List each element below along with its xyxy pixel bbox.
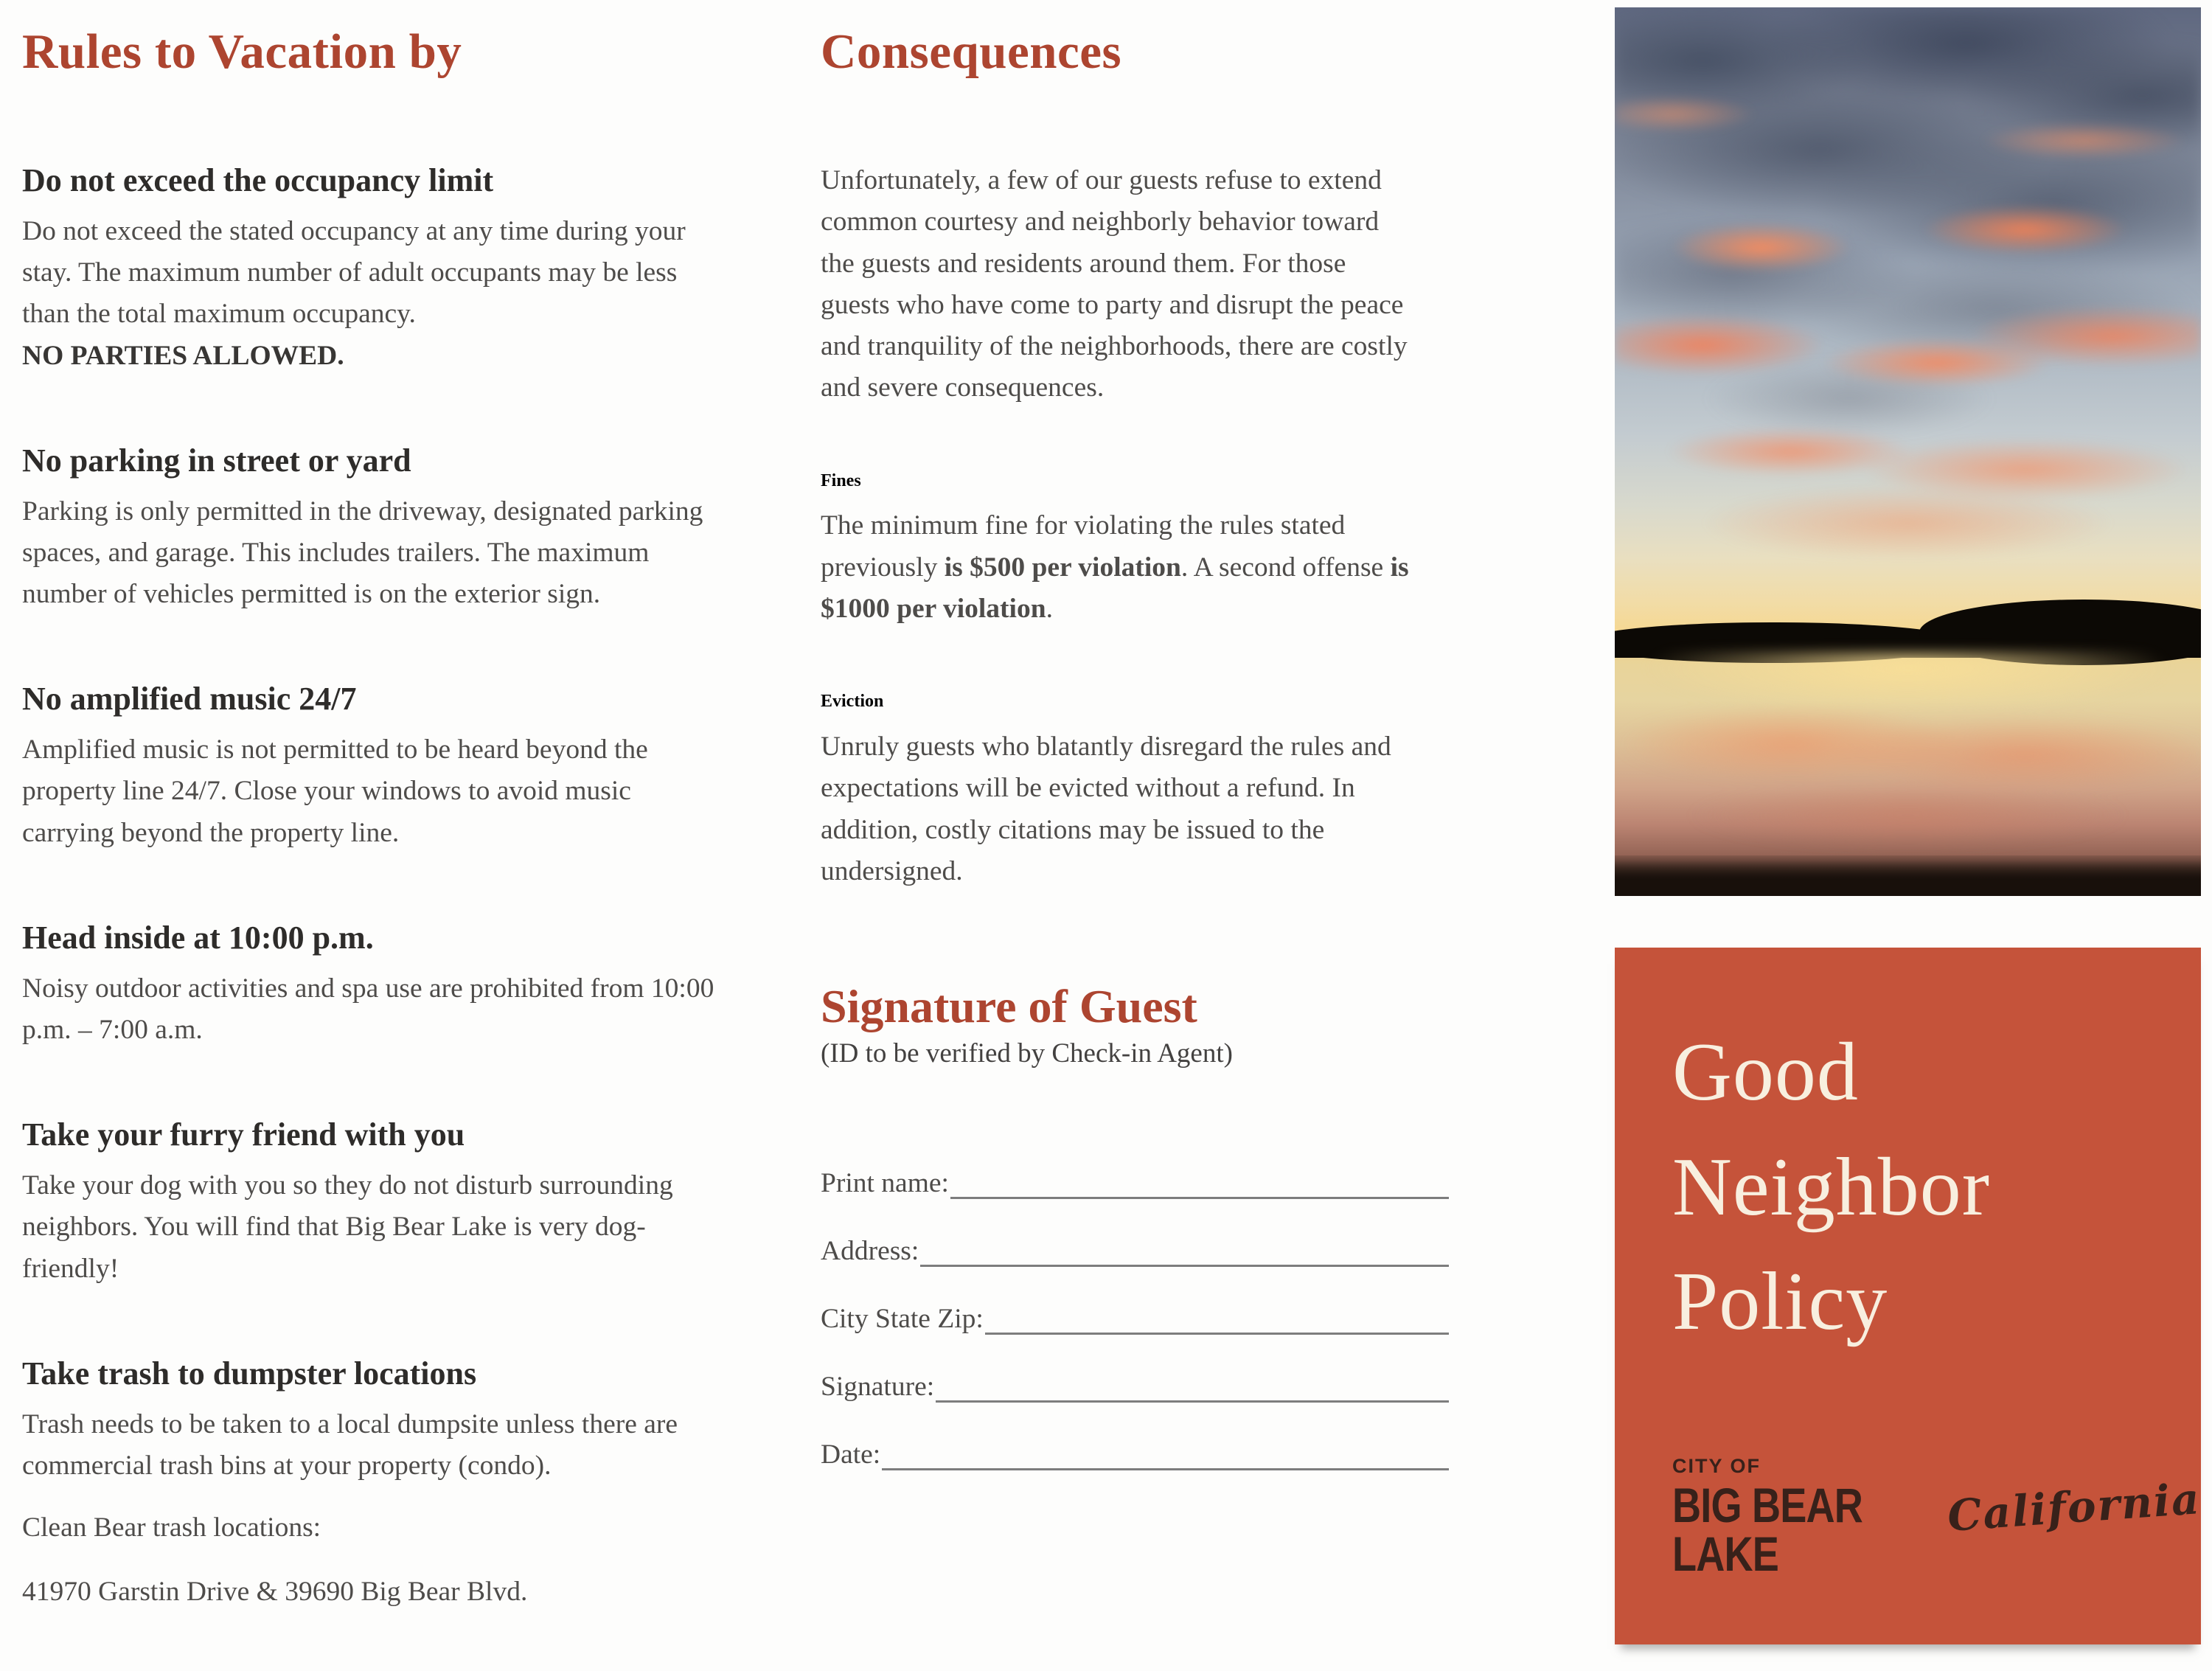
- signature-label: Signature:: [821, 1372, 935, 1403]
- address-label: Address:: [821, 1236, 919, 1267]
- rule-title: Take trash to dumpster locations: [22, 1355, 477, 1392]
- signature-blank-line: [936, 1369, 1449, 1403]
- address-blank-line: [920, 1233, 1449, 1267]
- print-name-label: Print name:: [821, 1168, 949, 1199]
- city-state-zip-label: City State Zip:: [821, 1304, 984, 1335]
- logo-state-script: California: [1946, 1473, 2202, 1541]
- signature-form: [821, 1165, 1449, 1470]
- logo-name-row: [1672, 1473, 2202, 1581]
- photo-shoreline: [1615, 855, 2201, 896]
- signature-note: (ID to be verified by Check-in Agent): [821, 1038, 1233, 1069]
- form-row-address: [821, 1233, 1449, 1267]
- rule-body: Take your dog with you so they do not disturb surrounding neighbors. You will find that Big Bear Lake is very dog-friendly!: [22, 1170, 673, 1284]
- rule-body: Parking is only permitted in the driveway, designated parking spaces, and garage. This includes trailers. The maximum number of vehicles permitted is on the exterior sign.: [22, 496, 703, 610]
- fines-text: .: [1046, 593, 1053, 624]
- fines-section: [821, 471, 1449, 630]
- rule-title: No parking in street or yard: [22, 442, 411, 479]
- rule-section-parking: [22, 442, 724, 616]
- eviction-section: [821, 692, 1449, 892]
- photo-water-reflection: [1615, 652, 2201, 856]
- city-state-zip-blank-line: [985, 1301, 1449, 1335]
- title-line-neighbor: Neighbor: [1672, 1141, 1991, 1233]
- rule-body: Trash needs to be taken to a local dumpsite unless there are commercial trash bins at your property (condo).: [22, 1408, 678, 1481]
- form-row-date: [821, 1436, 1449, 1470]
- title-line-good: Good: [1672, 1026, 1859, 1118]
- form-row-city-state-zip: [821, 1301, 1449, 1335]
- form-row-print-name: [821, 1165, 1449, 1199]
- sunset-lake-photo: [1615, 7, 2201, 896]
- consequences-intro: Unfortunately, a few of our guests refuse to extend common courtesy and neighborly behavior toward the guests and residents around them. For those guests who have come to party and disrupt the peace and tranquility of the neighborhoods, there are costly and severe consequences.: [821, 165, 1408, 403]
- fines-text: . A second offense: [1180, 552, 1391, 583]
- rule-title: Take your furry friend with you: [22, 1116, 465, 1153]
- title-panel: [1615, 948, 2201, 1644]
- title-line-policy: Policy: [1672, 1256, 1888, 1348]
- fine-amount-second: is $1000 per violation: [821, 552, 1409, 624]
- rule-title: Do not exceed the occupancy limit: [22, 162, 494, 199]
- clean-bear-locations-label: Clean Bear trash locations:: [22, 1512, 321, 1543]
- eviction-title: Eviction: [821, 692, 884, 712]
- rule-body: Amplified music is not permitted to be heard beyond the property line 24/7. Close your windows to avoid music carrying beyond the property line.: [22, 734, 648, 848]
- rule-section-pets: [22, 1116, 724, 1290]
- fines-body: [821, 505, 1415, 630]
- rule-body: Noisy outdoor activities and spa use are prohibited from 10:00 p.m. – 7:00 a.m.: [22, 973, 714, 1045]
- logo-name: BIG BEAR LAKE: [1672, 1478, 1863, 1581]
- no-parties-line: NO PARTIES ALLOWED.: [22, 340, 344, 371]
- brochure-title: [1672, 1015, 1990, 1360]
- rule-section-curfew: [22, 919, 724, 1051]
- rule-body: Do not exceed the stated occupancy at any time during your stay. The maximum number of adult occupants may be less than the total maximum occupancy.: [22, 215, 686, 330]
- clean-bear-addresses: 41970 Garstin Drive & 39690 Big Bear Blvd.: [22, 1577, 528, 1608]
- rules-column: [22, 19, 724, 1608]
- rule-section-occupancy: [22, 161, 724, 377]
- consequences-heading: Consequences: [821, 24, 1122, 79]
- date-blank-line: [882, 1436, 1449, 1470]
- signature-heading: Signature of Guest: [821, 980, 1197, 1033]
- rule-title: No amplified music 24/7: [22, 681, 357, 718]
- rule-title: Head inside at 10:00 p.m.: [22, 919, 374, 956]
- form-row-signature: [821, 1369, 1449, 1403]
- fines-text: The minimum fine for violating the rules stated previously: [821, 510, 1346, 583]
- big-bear-lake-logo: [1672, 1455, 2202, 1581]
- date-label: Date:: [821, 1439, 881, 1470]
- fines-title: Fines: [821, 470, 861, 490]
- rules-heading: Rules to Vacation by: [22, 24, 462, 79]
- rule-section-music: [22, 680, 724, 854]
- rule-section-trash: [22, 1355, 724, 1487]
- logo-city-of: CITY OF: [1672, 1455, 1761, 1477]
- eviction-body: Unruly guests who blatantly disregard the rules and expectations will be evicted without a refund. In addition, costly citations may be issued to the undersigned.: [821, 732, 1391, 886]
- fine-amount-first: is $500 per violation: [944, 552, 1181, 583]
- consequences-column: [821, 19, 1449, 1504]
- print-name-blank-line: [950, 1165, 1449, 1199]
